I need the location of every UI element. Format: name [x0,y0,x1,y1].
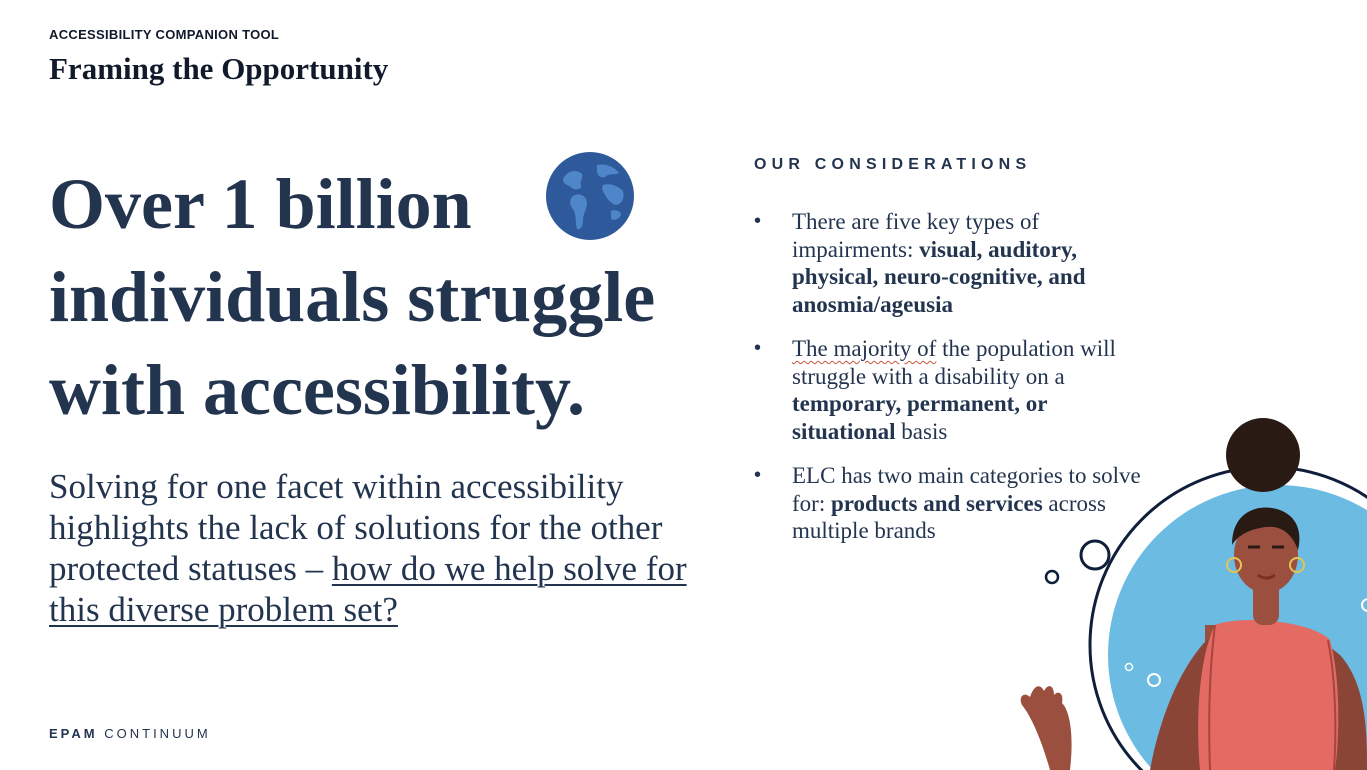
consideration-text: across multiple brands [792,490,1106,543]
slide-title: Framing the Opportunity [49,51,389,86]
considerations-heading: OUR CONSIDERATIONS [754,156,1032,173]
consideration-emphasis: products and services [830,490,1043,516]
headline-line-3: with accessibility. [49,350,585,430]
consideration-emphasis: temporary, permanent, or situational [792,391,1048,444]
bullet-glyph: • [754,210,762,232]
headline-line-1: Over 1 billion [49,164,472,244]
woman-waving-illustration [1010,415,1367,770]
brand-bold: EPAM [49,726,98,741]
brand-light: CONTINUUM [104,726,211,741]
eyebrow-label: ACCESSIBILITY COMPANION TOOL [49,27,280,42]
headline [49,158,749,437]
footer-brand [49,726,211,741]
subtext-plain: Solving for one facet within accessibility highlights the lack of solutions for the other protected statuses – [49,467,663,588]
consideration-text: basis [895,418,948,444]
bullet-glyph: • [754,337,762,359]
subtext-link[interactable]: how do we help solve for this diverse problem set? [49,549,687,629]
consideration-text: There are five key types of impairments: [792,209,1040,262]
globe-icon [545,151,635,241]
subtext-paragraph [49,466,729,630]
consideration-text: The majority of [792,336,937,361]
consideration-text: the population will struggle with a disability on a [792,336,1116,389]
consideration-emphasis: visual, auditory, physical, neuro-cognitive, and anosmia/ageusia [792,236,1086,317]
consideration-item [754,208,1154,318]
consideration-text: ELC has two main categories to solve for: [792,463,1141,516]
bullet-glyph: • [754,464,762,486]
headline-line-2: individuals struggle [49,257,656,337]
